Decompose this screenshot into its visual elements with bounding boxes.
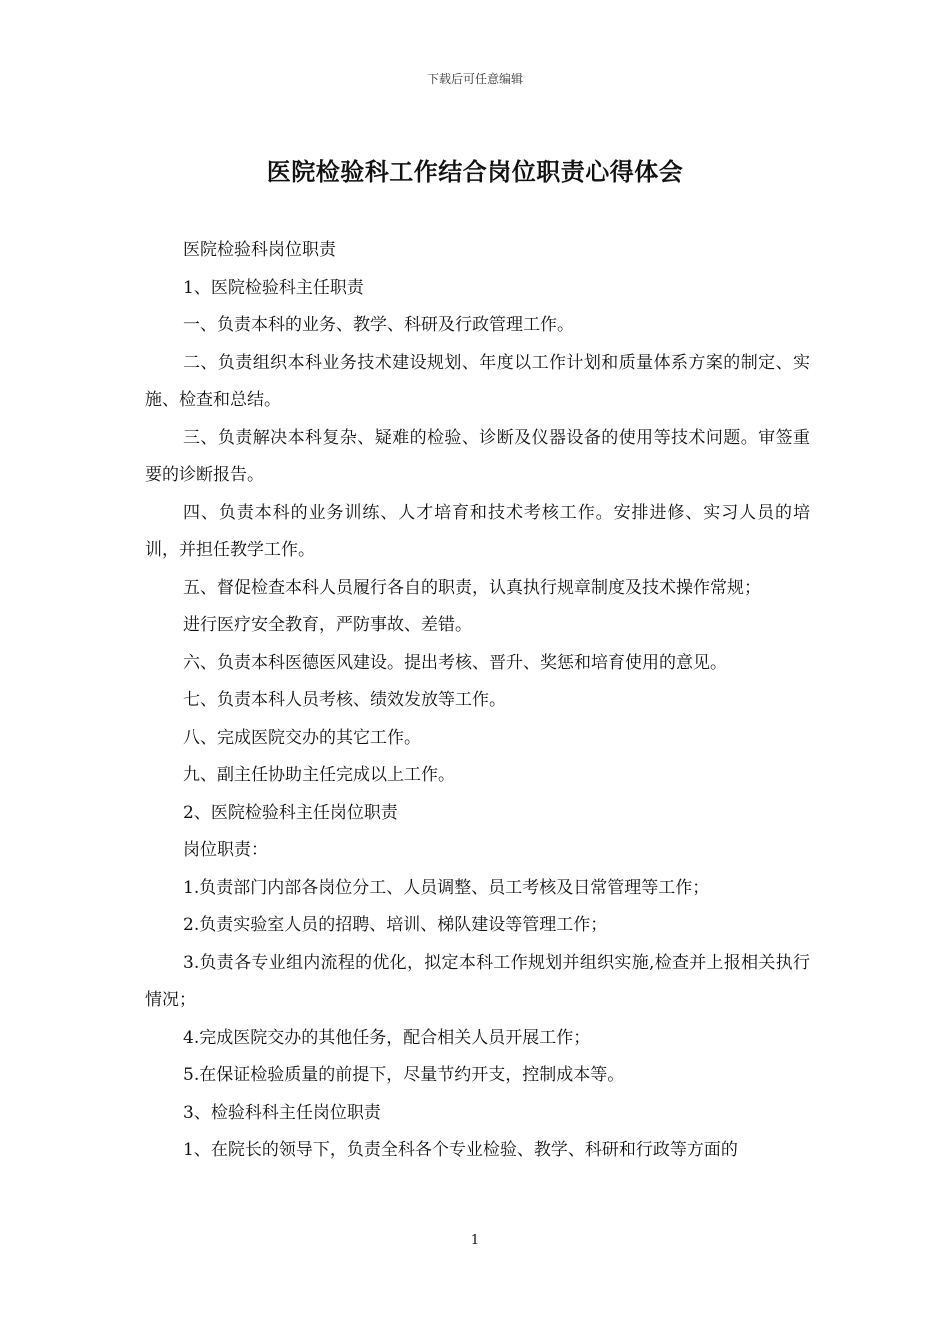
paragraph: 1.负责部门内部各岗位分工、人员调整、员工考核及日常管理等工作；: [183, 877, 710, 898]
paragraph: 岗位职责：: [183, 840, 268, 860]
document-title: 医院检验科工作结合岗位职责心得体会: [266, 157, 684, 186]
paragraph: 四、负责本科的业务训练、人才培育和技术考核工作。安排进修、实习人员的培训，并担任教学工作。: [145, 502, 810, 560]
paragraph: 4.完成医院交办的其他任务，配合相关人员开展工作；: [183, 1027, 591, 1048]
page-number: 1: [470, 1233, 480, 1248]
paragraph: 2.负责实验室人员的招聘、培训、梯队建设等管理工作；: [183, 915, 608, 935]
paragraph: 进行医疗安全教育，严防事故、差错。: [183, 615, 472, 635]
paragraph: 3、检验科科主任岗位职责: [183, 1102, 381, 1123]
paragraph: 1、医院检验科主任职责: [183, 277, 364, 298]
paragraph: 3.负责各专业组内流程的优化，拟定本科工作规划并组织实施,检查并上报相关执行情况；: [145, 952, 810, 1010]
paragraph: 一、负责本科的业务、教学、科研及行政管理工作。: [183, 315, 574, 335]
paragraph: 2、医院检验科主任岗位职责: [183, 802, 398, 823]
paragraph: 六、负责本科医德医风建设。提出考核、晋升、奖惩和培育使用的意见。: [183, 652, 727, 673]
paragraph: 医院检验科岗位职责: [183, 240, 336, 260]
document-body: [145, 232, 810, 1170]
paragraph: 九、副主任协助主任完成以上工作。: [183, 765, 455, 785]
paragraph: 七、负责本科人员考核、绩效发放等工作。: [183, 690, 506, 710]
paragraph: 5.在保证检验质量的前提下，尽量节约开支，控制成本等。: [183, 1065, 625, 1085]
paragraph: 1、在院长的领导下，负责全科各个专业检验、教学、科研和行政等方面的: [183, 1140, 738, 1160]
header-note: 下载后可任意编辑: [426, 72, 523, 86]
paragraph: 三、负责解决本科复杂、疑难的检验、诊断及仪器设备的使用等技术问题。审签重要的诊断报告。: [145, 427, 810, 485]
paragraph: 五、督促检查本科人员履行各自的职责，认真执行规章制度及技术操作常规；: [183, 577, 761, 598]
paragraph: 八、完成医院交办的其它工作。: [183, 727, 421, 748]
paragraph: 二、负责组织本科业务技术建设规划、年度以工作计划和质量体系方案的制定、实施、检查和总结。: [145, 352, 810, 410]
